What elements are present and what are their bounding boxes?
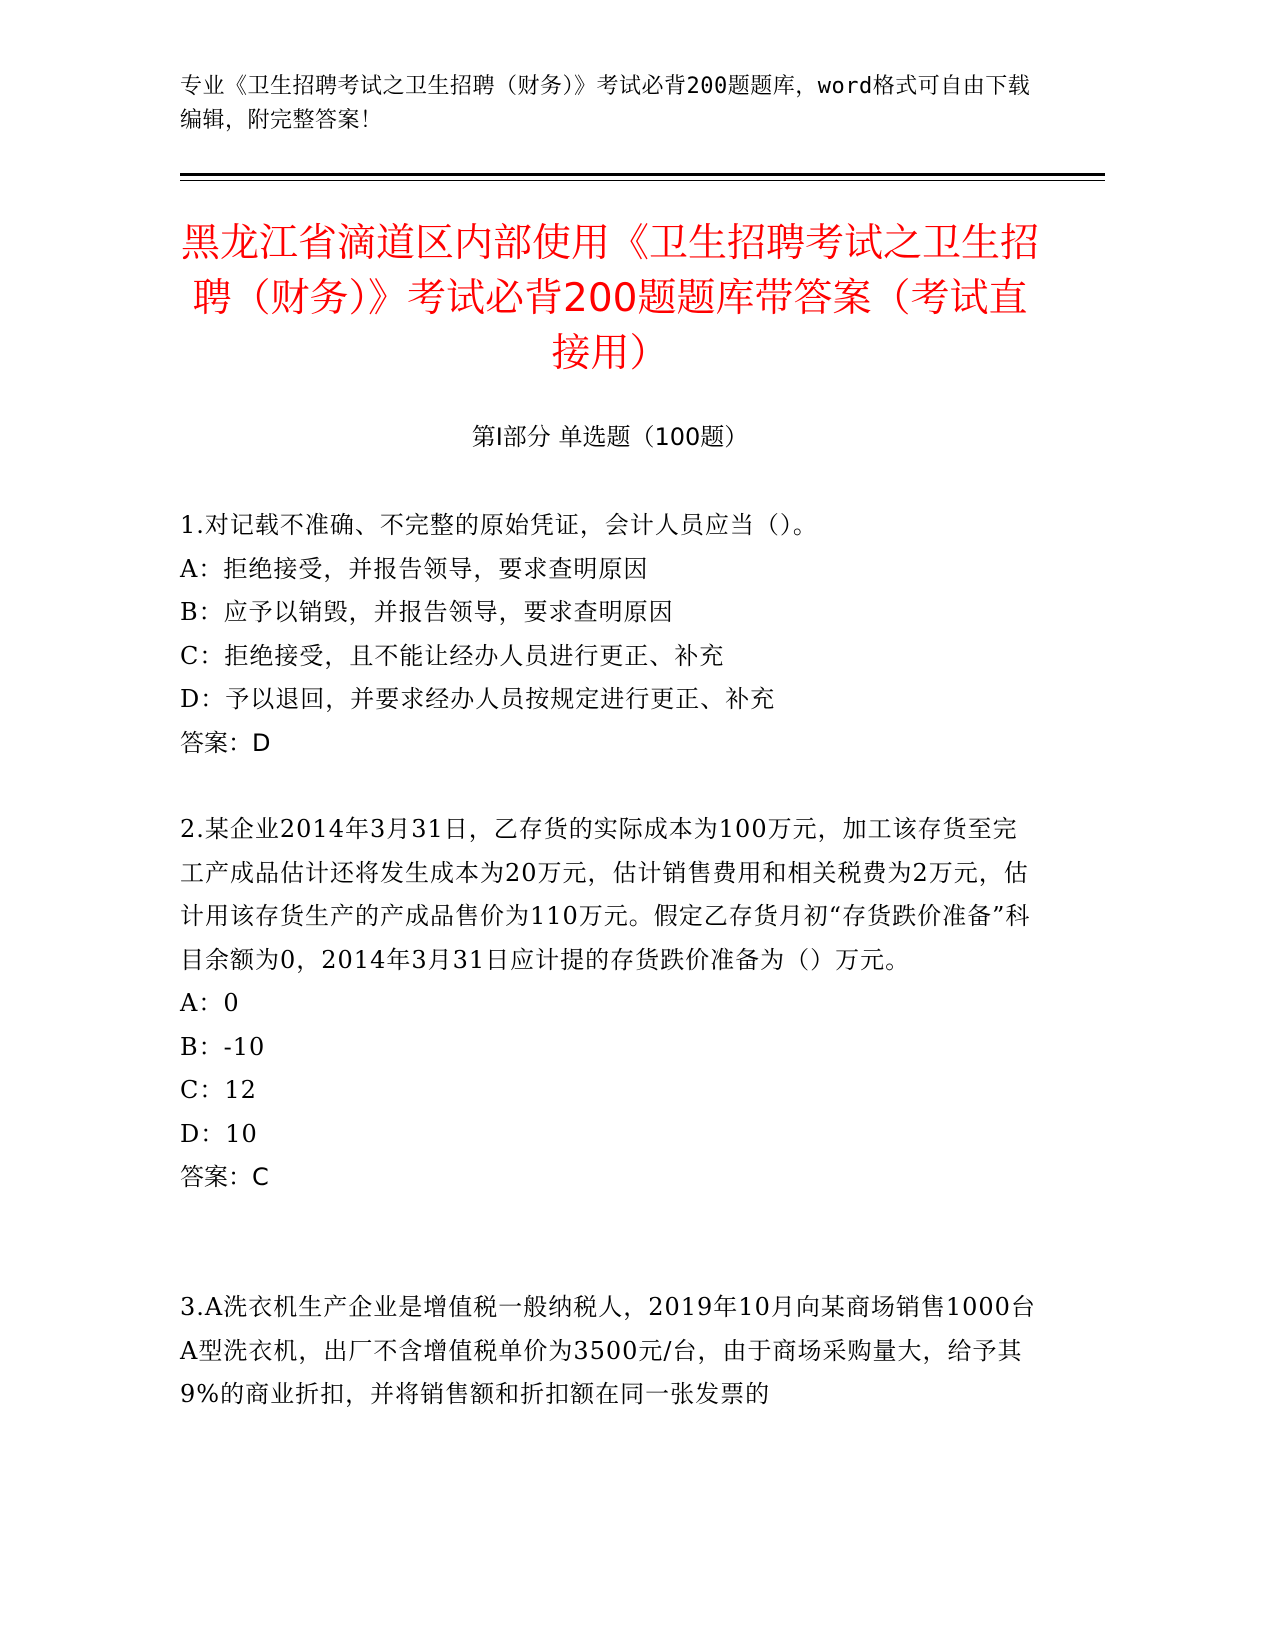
question-2 (180, 808, 1040, 1200)
option-d: D：10 (180, 1119, 258, 1148)
option-b: B：应予以销毁，并报告领导，要求查明原因 (180, 598, 674, 626)
section-heading: 第I部分 单选题（100题） (471, 423, 749, 451)
question-stem: 2.某企业2014年3月31日，乙存货的实际成本为100万元，加工该存货至完工产成品估计还将发生成本为20万元，估计销售费用和相关税费为2万元，估计用该存货生产的产成品售价为110万元。假定乙存货月初“存货跌价准备”科目余额为0，2014年3月31日应计提的存货跌价准备为（）万元。 (180, 815, 1031, 974)
answer-line: 答案：D (180, 728, 271, 757)
question-stem: 1.对记载不准确、不完整的原始凭证，会计人员应当（）。 (180, 511, 818, 539)
option-a: A：0 (180, 989, 240, 1017)
option-d: D：予以退回，并要求经办人员按规定进行更正、补充 (180, 685, 776, 713)
option-a: A：拒绝接受，并报告领导，要求查明原因 (180, 554, 649, 583)
answer-line: 答案：C (180, 1163, 269, 1191)
option-b: B：-10 (180, 1032, 266, 1061)
option-c: C：12 (180, 1076, 257, 1104)
header-note: 专业《卫生招聘考试之卫生招聘（财务）》考试必背200题题库，word格式可自由下载编辑，附完整答案！ (180, 74, 1031, 133)
question-1 (180, 504, 1040, 765)
option-c: C：拒绝接受，且不能让经办人员进行更正、补充 (180, 641, 725, 670)
header-divider-thin (180, 180, 1105, 181)
question-stem: 3.A洗衣机生产企业是增值税一般纳税人，2019年10月向某商场销售1000台A型洗衣机，出厂不含增值税单价为3500元/台，由于商场采购量大，给予其9%的商业折扣，并将销售额和折扣额在同一张发票的 (180, 1293, 1036, 1408)
header-divider-thick (180, 173, 1105, 176)
document-title: 黑龙江省滴道区内部使用《卫生招聘考试之卫生招聘（财务）》考试必背200题题库带答案（考试直接用） (180, 221, 1039, 376)
question-3 (180, 1286, 1040, 1417)
